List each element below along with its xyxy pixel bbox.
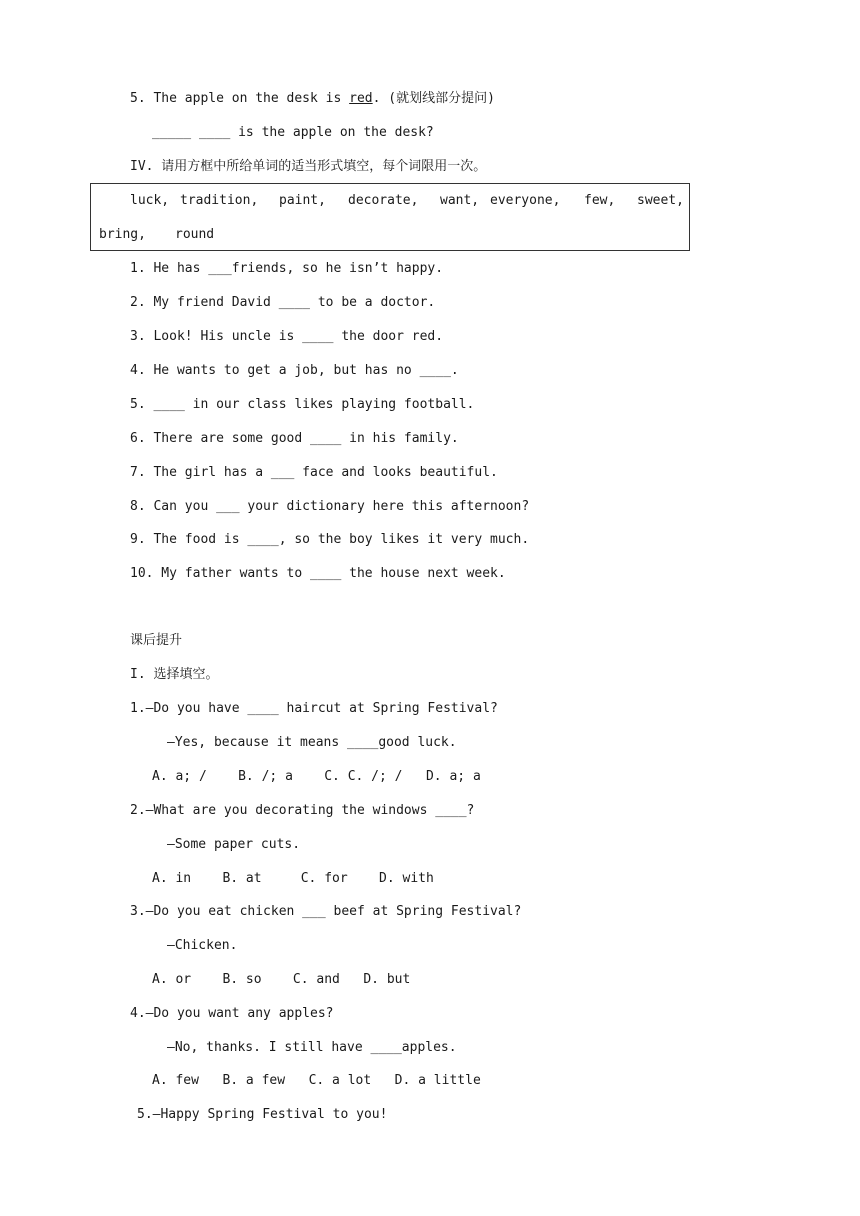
question-5 bbox=[130, 91, 495, 107]
word-bank-item: decorate, bbox=[348, 193, 419, 208]
choice-question: 2.—What are you decorating the windows ____? bbox=[130, 803, 475, 818]
option-b: B. so bbox=[222, 972, 262, 987]
option-b: B. /; a bbox=[238, 769, 293, 784]
option-c: C. and bbox=[292, 972, 340, 987]
option-c: C. C. /; / bbox=[324, 769, 403, 784]
option-a: A. few bbox=[152, 1073, 199, 1088]
question-5-suffix: . (就划线部分提问) bbox=[372, 91, 495, 106]
part4-item: 2. My friend David ____ to be a doctor. bbox=[130, 295, 436, 310]
section-title: 课后提升 bbox=[130, 633, 183, 648]
part4-item: 10. My father wants to ____ the house next week. bbox=[130, 566, 506, 581]
option-c: C. for bbox=[300, 871, 348, 886]
word-bank-item: round bbox=[175, 227, 215, 242]
option-d: D. with bbox=[379, 871, 434, 886]
choice-options bbox=[152, 769, 481, 785]
word-bank-item: sweet, bbox=[637, 193, 684, 208]
choice-options bbox=[152, 972, 410, 988]
word-bank-item: bring, bbox=[99, 227, 146, 242]
part4-item: 3. Look! His uncle is ____ the door red. bbox=[130, 329, 444, 344]
option-a: A. a; / bbox=[152, 769, 207, 784]
word-bank-item: everyone, bbox=[490, 193, 561, 208]
word-bank-item: few, bbox=[584, 193, 616, 208]
choice-question: 3.—Do you eat chicken ___ beef at Spring Festival? bbox=[130, 904, 522, 919]
word-bank-item: want, bbox=[440, 193, 480, 208]
part4-item: 6. There are some good ____ in his family. bbox=[130, 431, 459, 446]
part4-item: 7. The girl has a ___ face and looks beautiful. bbox=[130, 465, 498, 480]
choice-reply: —Chicken. bbox=[167, 938, 238, 953]
option-d: D. a little bbox=[394, 1073, 481, 1088]
choice-question: 5.—Happy Spring Festival to you! bbox=[137, 1107, 388, 1122]
choice-options bbox=[152, 871, 434, 887]
word-bank-item: paint, bbox=[279, 193, 326, 208]
question-5-answer-line: _____ ____ is the apple on the desk? bbox=[152, 125, 434, 140]
part4-item: 5. ____ in our class likes playing football. bbox=[130, 397, 475, 412]
option-d: D. a; a bbox=[425, 769, 481, 784]
question-5-underlined: red bbox=[349, 91, 373, 106]
choice-question: 1.—Do you have ____ haircut at Spring Festival? bbox=[130, 701, 498, 716]
choice-options bbox=[152, 1073, 481, 1089]
part4-item: 9. The food is ____, so the boy likes it very much. bbox=[130, 532, 530, 547]
choice-reply: —No, thanks. I still have ____apples. bbox=[167, 1040, 457, 1055]
part4-heading: IV. 请用方框中所给单词的适当形式填空，每个词限用一次。 bbox=[130, 159, 487, 174]
part4-item: 8. Can you ___ your dictionary here this afternoon? bbox=[130, 499, 530, 514]
part4-item: 1. He has ___friends, so he isn’t happy. bbox=[130, 261, 444, 276]
option-a: A. or bbox=[152, 972, 192, 987]
choice-question: 4.—Do you want any apples? bbox=[130, 1006, 334, 1021]
option-b: B. a few bbox=[222, 1073, 286, 1088]
choice-reply: —Yes, because it means ____good luck. bbox=[167, 735, 457, 750]
choice-heading: I. 选择填空。 bbox=[130, 667, 219, 682]
option-b: B. at bbox=[222, 871, 262, 886]
choice-reply: —Some paper cuts. bbox=[167, 837, 301, 852]
part4-item: 4. He wants to get a job, but has no ____. bbox=[130, 363, 459, 378]
word-bank-item: tradition, bbox=[180, 193, 259, 208]
option-c: C. a lot bbox=[308, 1073, 372, 1088]
option-d: D. but bbox=[363, 972, 411, 987]
word-bank-item: luck, bbox=[130, 193, 170, 208]
option-a: A. in bbox=[152, 871, 192, 886]
question-5-prefix: 5. The apple on the desk is bbox=[130, 91, 350, 106]
